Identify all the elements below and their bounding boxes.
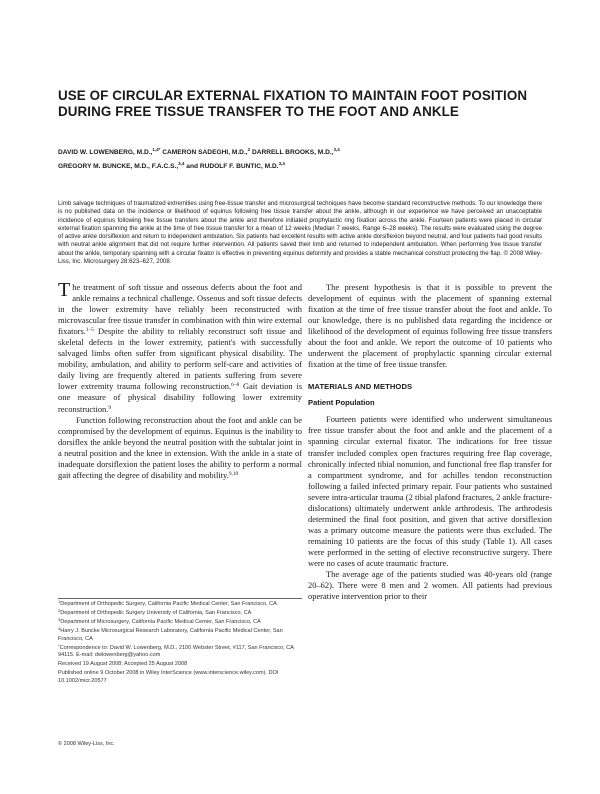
author-affiliation-mark: 3,4 <box>178 161 185 166</box>
author-name: and RUDOLF F. BUNTIC, M.D. <box>186 163 279 170</box>
footnote <box>58 601 302 609</box>
paragraph-text: Gait deviation is one measure of physical disability following lower extremity reconstruction. <box>58 381 302 414</box>
body-paragraph <box>58 279 302 415</box>
footnote <box>58 625 302 643</box>
paragraph-text: Function following reconstruction about the foot and ankle can be compromised by the development of equinus. Equinus is the inability to dorsiflex the ankle beyond the neutral position with the subtalar joint in a neutral position and the knee in extension. With the ankle in a state of inadequate dorsiflexion the patient loses the ability to perform a normal gait affecting the degree of disability and mobility. <box>58 414 302 480</box>
body-paragraph <box>58 415 302 481</box>
footnote-mark: 3 <box>58 616 61 622</box>
footnote-mark: 2 <box>58 607 61 613</box>
drop-cap: T <box>58 279 71 301</box>
footnote-mark: * <box>58 642 60 648</box>
footnote-text: Department of Orthopedic Surgery, California Pacific Medical Center, San Francisco, CA <box>60 601 277 607</box>
left-column <box>58 279 302 481</box>
author-name: CAMERON SADEGHI, M.D., <box>162 149 248 156</box>
footnote <box>58 642 302 660</box>
author-affiliation-mark: 3,4 <box>333 147 340 152</box>
citation: 1–5 <box>85 327 94 334</box>
footnote-text: Harry J. Buncke Microsurgical Research Laboratory, California Pacific Medical Center, San Francisco, CA <box>58 627 283 642</box>
author-name: DAVID W. LOWENBERG, M.D., <box>58 149 153 156</box>
footnote-mark: 1 <box>58 599 61 604</box>
footnote-text: Correspondence to: David W. Lowenberg, M.D., 2100 Webster Street, #117, San Francisco, CA 94115. E-mail: dwlowenberg@yahoo.com <box>58 644 294 659</box>
copyright: © 2008 Wiley-Liss, Inc. <box>58 741 115 747</box>
citation: 9 <box>108 404 112 411</box>
paragraph-text: Despite the ability to reliably reconstruct soft tissue and skeletal defects in the lower extremity, patient's with successfully salvaged limbs often suffer from significant physical disability. The mobility, ambulation, and ability to perform self-care and activities of daily living are frequently altered in patients suffering from severe lower extremity trauma following reconstruction. <box>58 326 302 392</box>
footnote-text: Department of Orthopedic Surgery University of California, San Francisco, CA <box>60 609 252 616</box>
footnote-divider <box>58 598 302 599</box>
footnotes <box>58 601 302 687</box>
received-dates: Received 19 August 2008; Accepted 25 August 2008 <box>58 661 188 668</box>
paragraph-text: he treatment of soft tissue and osseous defects about the foot and ankle remains a technical challenge. Osseous and soft tissue defects in the lower extremity have reliably been reconstructed with microvascular free tissue transfer in combination with thin wire external fixators. <box>58 282 302 337</box>
author-list <box>58 146 548 174</box>
body-paragraph: The present hypothesis is that it is possible to prevent the development of equinus with the placement of spanning external fixation at the time of free tissue transfer about the foot and ankle. To our knowledge, there is no published data regarding the incidence or likelihood of the development of equinus following free tissue transfers about the foot and ankle. We report the outcome of 10 patients who underwent the placement of prophylactic spanning circular external fixation at the time of free tissue transfer. <box>308 282 552 370</box>
author-affiliation-mark: 2 <box>247 147 251 152</box>
article-title: USE OF CIRCULAR EXTERNAL FIXATION TO MAINTAIN FOOT POSITION DURING FREE TISSUE TRANSFER TO THE FOOT AND ANKLE <box>58 88 528 119</box>
citation: 6–8 <box>231 382 240 389</box>
footnote <box>58 670 302 685</box>
section-heading: MATERIALS AND METHODS <box>308 382 413 392</box>
right-column <box>308 282 552 602</box>
subsection-heading: Patient Population <box>308 398 375 408</box>
citation: 9,10 <box>228 470 239 477</box>
author-affiliation-mark: 3,4 <box>278 161 285 166</box>
footnote <box>58 661 302 669</box>
footnote <box>58 616 302 627</box>
publication-info: Published online 9 October 2008 in Wiley InterScience (www.interscience.wiley.com). DOI 10.1002/micr.20577 <box>58 670 279 684</box>
author-name: GREGORY M. BUNCKE, M.D., F.A.C.S., <box>58 163 179 170</box>
author-name: DARRELL BROOKS, M.D., <box>251 149 334 156</box>
footnote-mark: 4 <box>58 625 61 631</box>
author-affiliation-mark: 1,4* <box>152 147 161 152</box>
body-paragraph: Fourteen patients were identified who underwent simultaneous free tissue transfer about the foot and ankle and the placement of a spanning circular external fixator. The indications for free tissue transfer included complex open fractures requiring free flap coverage, chronically infected tibial nonunion, and functional free flap transfer for a compartment syndrome, and for achilles tendon reconstruction following a failed infected primary repair. Four patients who sustained severe intra-articular trauma (2 tibial plafond fractures, 2 ankle fracture-dislocations) ultimately underwent ankle arthrodesis. The arthrodesis determined the final foot position, and given that active dorsiflexion was a primary outcome measure the patients were thus excluded. The remaining 10 patients are the focus of this study (Table 1). All cases were performed in the setting of elective reconstructive surgery. There were no cases of acute traumatic fracture. <box>308 414 552 568</box>
footnote <box>58 607 302 618</box>
body-paragraph: The average age of the patients studied was 40-years old (range 20–62). There were 8 men and 2 women. All patients had previous operative intervention prior to their <box>308 569 552 602</box>
footnote-text: Department of Microsurgery, California Pacific Medical Center, San Francisco, CA <box>60 618 261 625</box>
abstract: Limb salvage techniques of traumatized extremities using free-tissue transfer and microsurgical techniques have become standard reconstructive methods. To our knowledge there is no published data on the incidence or likelihood of equinus following free tissue transfer about the ankle, although in our experience we have perceived an unacceptable incidence of equinus following free tissue transfers about the ankle and therefore initiated prophylactic ring fixation across the ankle. Fourteen patients were placed in circular external fixation spanning the ankle at the time of free tissue transfer for a mean of 12 weeks (Median 7 weeks, Range 6–28 weeks). The results were evaluated using the degree of active ankle dorsiflexion and return to independent ambulation. Six patients had excellent results with active ankle dorsiflexion beyond neutral, and four patients had good results with neutral ankle alignment that did not require further intervention. All patients saved their limb and returned to independent ambulation. When performing free tissue transfer about the ankle, temporary spanning with a circular fixator is effective in preventing equinus deformity and provides a stable mechanical construct protecting the flap. © 2008 Wiley-Liss, Inc. Microsurgery 28:623–627, 2008. <box>58 200 542 265</box>
